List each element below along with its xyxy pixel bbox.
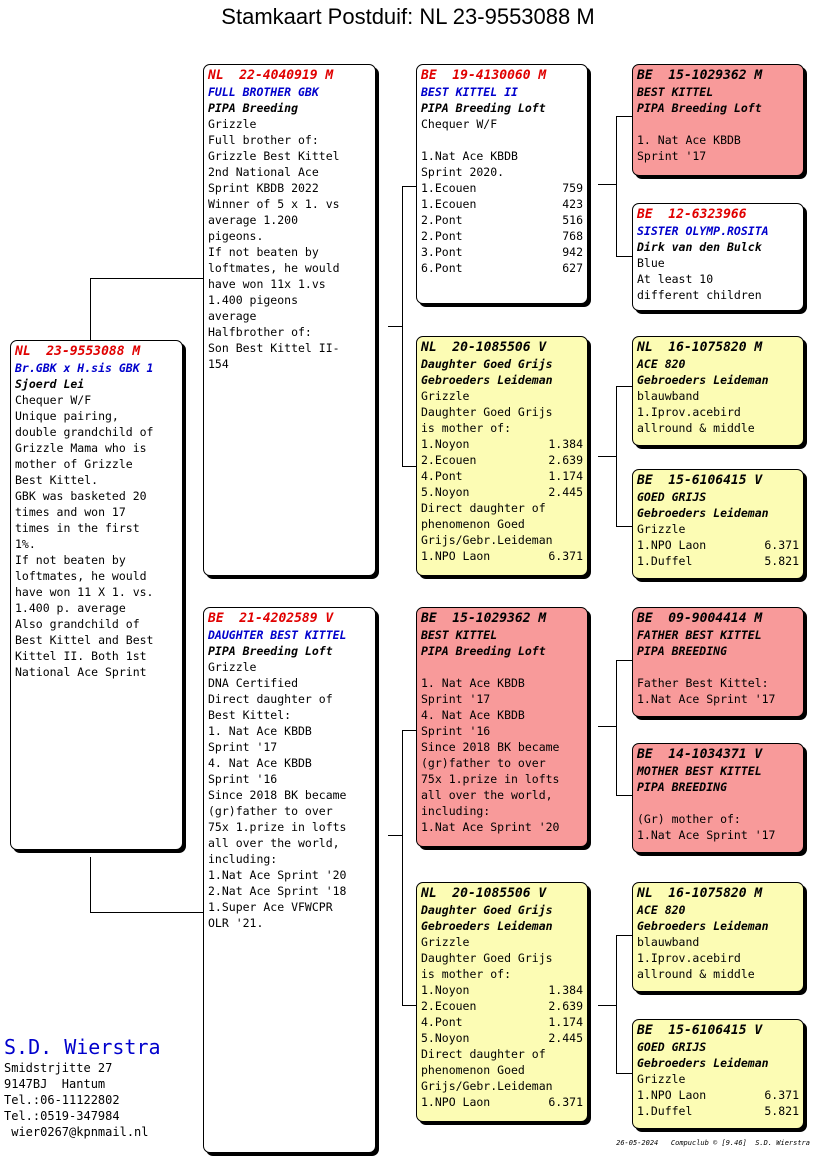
text-line: 4. Nat Ace KBDB — [421, 708, 525, 722]
pigeon-notes — [637, 795, 799, 843]
pigeon-owner: Gebroeders Leideman — [421, 919, 553, 933]
pigeon-notes — [208, 675, 371, 931]
result-row — [421, 452, 583, 468]
text-line: Sprint 2020. — [421, 165, 505, 179]
pigeon-color: Chequer W/F — [15, 393, 92, 407]
result-race: 4.Pont — [421, 469, 463, 483]
pigeon-card-sss[interactable] — [632, 64, 804, 176]
pigeon-name: ACE 820 — [637, 903, 686, 917]
ring-number: NL 16-1075820 M — [637, 340, 763, 355]
text-line: including: — [208, 852, 278, 866]
text-line: 1.Nat Ace KBDB — [421, 149, 518, 163]
ring-number: NL 16-1075820 M — [637, 886, 763, 901]
text-line: allround & middle — [637, 421, 755, 435]
result-row — [421, 484, 583, 500]
pigeon-owner: Sjoerd Lei — [15, 377, 85, 391]
result-race: 1.Duffel — [637, 554, 693, 568]
pigeon-notes — [208, 132, 371, 372]
pigeon-owner: PIPA BREEDING — [637, 644, 728, 658]
text-line: Kittel II. Both 1st — [15, 649, 147, 663]
pigeon-color: Grizzle — [208, 117, 257, 131]
result-birds: 759 — [562, 181, 583, 195]
pigeon-notes — [421, 1046, 583, 1094]
pigeon-name: BEST KITTEL — [421, 628, 498, 642]
text-line: Sprint '17 — [208, 740, 278, 754]
connector-line — [616, 526, 632, 527]
result-row — [421, 196, 583, 212]
pigeon-notes — [421, 659, 583, 835]
text-line: 1.Nat Ace Sprint '20 — [208, 868, 347, 882]
result-birds: 2.639 — [548, 453, 583, 467]
connector-line — [90, 912, 204, 913]
text-line: Sprint '17 — [421, 692, 491, 706]
text-line: Best Kittel: — [208, 708, 292, 722]
connector-line — [598, 1005, 616, 1006]
text-line: Best Kittel. — [15, 473, 99, 487]
result-birds: 6.371 — [764, 538, 799, 552]
pigeon-color: Grizzle — [637, 522, 686, 536]
text-line: Best Kittel and Best — [15, 633, 154, 647]
connector-line — [90, 278, 91, 342]
text-line: phenomenon Goed — [421, 517, 525, 531]
ring-number: BE 09-9004414 M — [637, 611, 763, 626]
pigeon-notes — [421, 132, 583, 180]
result-race: 2.Ecouen — [421, 999, 477, 1013]
pigeon-card-sire[interactable] — [203, 64, 376, 576]
result-row — [421, 1094, 583, 1110]
result-birds: 5.821 — [764, 554, 799, 568]
text-line — [637, 659, 799, 675]
text-line: Winner of 5 x 1. vs — [208, 197, 340, 211]
text-line: (gr)father to over — [208, 804, 333, 818]
result-row — [421, 244, 583, 260]
pigeon-card-dsd[interactable] — [632, 743, 804, 853]
connector-line — [402, 186, 403, 466]
text-line: including: — [421, 804, 491, 818]
result-row — [637, 553, 799, 569]
pigeon-color: Grizzle — [421, 935, 470, 949]
text-line: DNA Certified — [208, 676, 299, 690]
result-row — [421, 998, 583, 1014]
result-birds: 768 — [562, 229, 583, 243]
text-line: Son Best Kittel II- — [208, 341, 340, 355]
connector-line — [598, 726, 616, 727]
result-race: 1.Ecouen — [421, 181, 477, 195]
footer-credit: 26-05-2024 Compuclub © [9.46] S.D. Wierstra — [616, 1139, 810, 1147]
result-race: 1.NPO Laon — [637, 1088, 707, 1102]
result-birds: 2.445 — [548, 485, 583, 499]
ring-number: BE 15-6106415 V — [637, 473, 763, 488]
text-line: mother of Grizzle — [15, 457, 133, 471]
result-race: 1.NPO Laon — [421, 549, 491, 563]
text-line: Father Best Kittel: — [637, 676, 769, 690]
text-line: have won 11 X 1. vs. — [15, 585, 154, 599]
pigeon-color: Grizzle — [208, 660, 257, 674]
pigeon-owner: Gebroeders Leideman — [637, 506, 769, 520]
result-row — [421, 228, 583, 244]
pigeon-owner: PIPA Breeding Loft — [637, 101, 762, 115]
race-results — [637, 1087, 799, 1119]
text-line: phenomenon Goed — [421, 1063, 525, 1077]
pigeon-owner: PIPA Breeding Loft — [208, 644, 333, 658]
text-line: 1%. — [15, 537, 36, 551]
ring-number: NL 20-1085506 V — [421, 340, 547, 355]
pigeon-notes — [637, 116, 799, 164]
ring-number: BE 15-1029362 M — [421, 611, 547, 626]
result-birds: 627 — [562, 261, 583, 275]
text-line: Tel.:0519-347984 — [4, 1109, 120, 1123]
pigeon-name: FATHER BEST KITTEL — [637, 628, 762, 642]
text-line: 1. Nat Ace KBDB — [421, 676, 525, 690]
pigeon-card-sds[interactable] — [632, 336, 804, 446]
pigeon-owner: Gebroeders Leideman — [637, 373, 769, 387]
pigeon-card-subject[interactable] — [10, 340, 183, 850]
pigeon-name: SISTER OLYMP.ROSITA — [637, 224, 769, 238]
pigeon-notes — [421, 950, 583, 982]
result-row — [637, 1087, 799, 1103]
connector-line — [616, 1073, 632, 1074]
result-birds: 5.821 — [764, 1104, 799, 1118]
text-line: (Gr) mother of: — [637, 812, 741, 826]
result-birds: 2.639 — [548, 999, 583, 1013]
text-line: 1.Iprov.acebird — [637, 405, 741, 419]
breeder-info — [4, 1034, 161, 1140]
pigeon-name: ACE 820 — [637, 357, 686, 371]
result-birds: 6.371 — [548, 1095, 583, 1109]
text-line: Direct daughter of — [421, 501, 546, 515]
connector-line — [90, 857, 91, 912]
result-row — [421, 212, 583, 228]
result-race: 1.Ecouen — [421, 197, 477, 211]
connector-line — [598, 456, 616, 457]
result-birds: 6.371 — [548, 549, 583, 563]
text-line: 1.400 pigeons — [208, 293, 299, 307]
pigeon-name: MOTHER BEST KITTEL — [637, 764, 762, 778]
ring-number: BE 19-4130060 M — [421, 68, 547, 83]
text-line: If not beaten by — [15, 553, 126, 567]
text-line: 2nd National Ace — [208, 165, 319, 179]
ring-number: BE 15-6106415 V — [637, 1023, 763, 1038]
pigeon-name: FULL BROTHER GBK — [208, 85, 319, 99]
text-line: 9147BJ Hantum — [4, 1077, 106, 1091]
pigeon-notes — [637, 271, 799, 303]
result-race: 6.Pont — [421, 261, 463, 275]
connector-line — [616, 386, 617, 526]
result-race: 3.Pont — [421, 245, 463, 259]
connector-line — [598, 184, 616, 185]
pigeon-owner: PIPA Breeding Loft — [421, 644, 546, 658]
text-line — [421, 132, 583, 148]
text-line: 75x 1.prize in lofts — [208, 820, 347, 834]
text-line: Daughter Goed Grijs — [421, 405, 553, 419]
text-line: Unique pairing, — [15, 409, 119, 423]
text-line: Direct daughter of — [208, 692, 333, 706]
text-line: Full brother of: — [208, 133, 319, 147]
text-line: wier0267@kpnmail.nl — [4, 1125, 149, 1139]
pigeon-name: Daughter Goed Grijs — [421, 357, 553, 371]
pigeon-name: DAUGHTER BEST KITTEL — [208, 628, 347, 642]
ring-number: BE 15-1029362 M — [637, 68, 763, 83]
result-birds: 423 — [562, 197, 583, 211]
text-line: 4. Nat Ace KBDB — [208, 756, 312, 770]
pigeon-owner: Gebroeders Leideman — [637, 919, 769, 933]
connector-line — [616, 935, 632, 936]
ring-number: BE 14-1034371 V — [637, 747, 763, 762]
pigeon-color: Grizzle — [637, 1072, 686, 1086]
result-race: 4.Pont — [421, 1015, 463, 1029]
text-line: is mother of: — [421, 421, 512, 435]
text-line: loftmates, he would — [208, 261, 340, 275]
text-line: Halfbrother of: — [208, 325, 312, 339]
text-line: (gr)father to over — [421, 756, 546, 770]
result-race: 2.Pont — [421, 229, 463, 243]
pigeon-owner: PIPA BREEDING — [637, 780, 728, 794]
connector-line — [616, 660, 617, 795]
result-row — [421, 548, 583, 564]
text-line: 1.Nat Ace Sprint '20 — [421, 820, 560, 834]
pigeon-name: BEST KITTEL II — [421, 85, 518, 99]
breeder-name: S.D. Wierstra — [4, 1035, 161, 1059]
result-birds: 1.384 — [548, 983, 583, 997]
text-line: At least 10 — [637, 272, 714, 286]
pigeon-name: Daughter Goed Grijs — [421, 903, 553, 917]
pigeon-name: GOED GRIJS — [637, 490, 707, 504]
breeder-address — [4, 1060, 161, 1140]
result-race: 1.Duffel — [637, 1104, 693, 1118]
text-line: 1. Nat Ace KBDB — [637, 133, 741, 147]
pigeon-name: BEST KITTEL — [637, 85, 714, 99]
text-line: Sprint '16 — [421, 724, 491, 738]
ring-number: NL 20-1085506 V — [421, 886, 547, 901]
race-results — [637, 537, 799, 569]
text-line — [637, 116, 799, 132]
text-line: all over the world, — [421, 788, 553, 802]
pigeon-color: Grizzle — [421, 389, 470, 403]
race-results — [421, 436, 583, 500]
result-row — [421, 468, 583, 484]
connector-line — [616, 116, 617, 256]
text-line: 1.Iprov.acebird — [637, 951, 741, 965]
pigeon-card-sire-dam[interactable] — [416, 336, 588, 576]
text-line: Daughter Goed Grijs — [421, 951, 553, 965]
text-line: 75x 1.prize in lofts — [421, 772, 560, 786]
pigeon-notes — [637, 950, 799, 982]
connector-line — [616, 660, 632, 661]
text-line: Sprint KBDB 2022 — [208, 181, 319, 195]
text-line: different children — [637, 288, 762, 302]
text-line: National Ace Sprint — [15, 665, 147, 679]
result-race: 2.Pont — [421, 213, 463, 227]
text-line: double grandchild of — [15, 425, 154, 439]
text-line: Sprint '16 — [208, 772, 278, 786]
pigeon-notes — [421, 500, 583, 548]
connector-line — [402, 186, 416, 187]
pigeon-card-dss[interactable] — [632, 607, 804, 717]
ring-number: BE 12-6323966 — [637, 207, 747, 222]
result-race: 1.Noyon — [421, 983, 470, 997]
pigeon-name: GOED GRIJS — [637, 1040, 707, 1054]
pigeon-notes — [637, 404, 799, 436]
result-birds: 942 — [562, 245, 583, 259]
pigeon-card-sire-sire[interactable] — [416, 64, 588, 304]
connector-line — [402, 466, 416, 467]
pigeon-owner: Dirk van den Bulck — [637, 240, 762, 254]
text-line: pigeons. — [208, 229, 264, 243]
text-line: Grizzle Mama who is — [15, 441, 147, 455]
result-row — [421, 436, 583, 452]
text-line: 2.Nat Ace Sprint '18 — [208, 884, 347, 898]
text-line: average — [208, 309, 257, 323]
race-results — [421, 548, 583, 564]
pigeon-owner: PIPA Breeding Loft — [421, 101, 546, 115]
connector-line — [90, 278, 204, 279]
connector-line — [616, 935, 617, 1073]
pigeon-color: blauwband — [637, 935, 700, 949]
text-line — [421, 659, 583, 675]
result-race: 1.Noyon — [421, 437, 470, 451]
text-line: 1.Super Ace VFWCPR — [208, 900, 333, 914]
text-line: is mother of: — [421, 967, 512, 981]
text-line: times in the first — [15, 521, 140, 535]
text-line: times and won 17 — [15, 505, 126, 519]
pigeon-card-dam-dam[interactable] — [416, 882, 588, 1122]
race-results — [421, 180, 583, 276]
result-race: 2.Ecouen — [421, 453, 477, 467]
pigeon-owner: PIPA Breeding — [208, 101, 299, 115]
connector-line — [388, 835, 402, 836]
pigeon-owner: Gebroeders Leideman — [637, 1056, 769, 1070]
result-row — [637, 1103, 799, 1119]
text-line: Since 2018 BK became — [421, 740, 560, 754]
race-results — [421, 1094, 583, 1110]
text-line: Smidstrjitte 27 — [4, 1061, 113, 1075]
text-line: OLR '21. — [208, 916, 264, 930]
result-row — [421, 1030, 583, 1046]
pigeon-card-dds[interactable] — [632, 882, 804, 992]
result-row — [421, 180, 583, 196]
pigeon-name: Br.GBK x H.sis GBK 1 — [15, 361, 154, 375]
text-line: 1.Nat Ace Sprint '17 — [637, 692, 776, 706]
result-birds: 516 — [562, 213, 583, 227]
pigeon-card-sdd[interactable] — [632, 469, 804, 579]
result-birds: 1.174 — [548, 1015, 583, 1029]
pigeon-color: Blue — [637, 256, 665, 270]
result-race: 5.Noyon — [421, 1031, 470, 1045]
result-birds: 2.445 — [548, 1031, 583, 1045]
pigeon-card-dam[interactable] — [203, 607, 376, 1153]
pigeon-notes — [421, 404, 583, 436]
race-results — [421, 982, 583, 1046]
connector-line — [616, 386, 632, 387]
text-line: GBK was basketed 20 — [15, 489, 147, 503]
text-line: If not beaten by — [208, 245, 319, 259]
connector-line — [616, 795, 632, 796]
pigeon-card-dam-sire[interactable] — [416, 607, 588, 847]
connector-line — [616, 116, 632, 117]
connector-line — [402, 730, 416, 731]
text-line: Direct daughter of — [421, 1047, 546, 1061]
connector-line — [388, 326, 402, 327]
text-line: 1.Nat Ace Sprint '17 — [637, 828, 776, 842]
pigeon-notes — [637, 659, 799, 707]
pigeon-card-ssd[interactable] — [632, 203, 804, 311]
ring-number: NL 23-9553088 M — [15, 344, 141, 359]
page-title: Stamkaart Postduif: NL 23-9553088 M — [221, 4, 595, 29]
text-line: all over the world, — [208, 836, 340, 850]
result-row — [421, 1014, 583, 1030]
pigeon-card-ddd[interactable] — [632, 1019, 804, 1129]
text-line: average 1.200 — [208, 213, 299, 227]
pigeon-color: blauwband — [637, 389, 700, 403]
ring-number: BE 21-4202589 V — [208, 611, 334, 626]
text-line: 1. Nat Ace KBDB — [208, 724, 312, 738]
text-line: Grijs/Gebr.Leideman — [421, 1079, 553, 1093]
connector-line — [402, 1005, 416, 1006]
result-row — [637, 537, 799, 553]
text-line: loftmates, he would — [15, 569, 147, 583]
text-line: Since 2018 BK became — [208, 788, 347, 802]
result-birds: 6.371 — [764, 1088, 799, 1102]
text-line: Also grandchild of — [15, 617, 140, 631]
connector-line — [616, 256, 632, 257]
ring-number: NL 22-4040919 M — [208, 68, 334, 83]
connector-line — [402, 730, 403, 1005]
result-birds: 1.384 — [548, 437, 583, 451]
result-row — [421, 260, 583, 276]
text-line — [637, 795, 799, 811]
text-line: allround & middle — [637, 967, 755, 981]
text-line: have won 11x 1.vs — [208, 277, 326, 291]
text-line: Tel.:06-11122802 — [4, 1093, 120, 1107]
text-line: Grijs/Gebr.Leideman — [421, 533, 553, 547]
pigeon-notes — [15, 408, 178, 680]
text-line: Grizzle Best Kittel — [208, 149, 340, 163]
result-birds: 1.174 — [548, 469, 583, 483]
result-row — [421, 982, 583, 998]
pigeon-color: Chequer W/F — [421, 117, 498, 131]
text-line: Sprint '17 — [637, 149, 707, 163]
result-race: 1.NPO Laon — [421, 1095, 491, 1109]
text-line: 154 — [208, 357, 229, 371]
result-race: 5.Noyon — [421, 485, 470, 499]
pigeon-owner: Gebroeders Leideman — [421, 373, 553, 387]
text-line: 1.400 p. average — [15, 601, 126, 615]
result-race: 1.NPO Laon — [637, 538, 707, 552]
